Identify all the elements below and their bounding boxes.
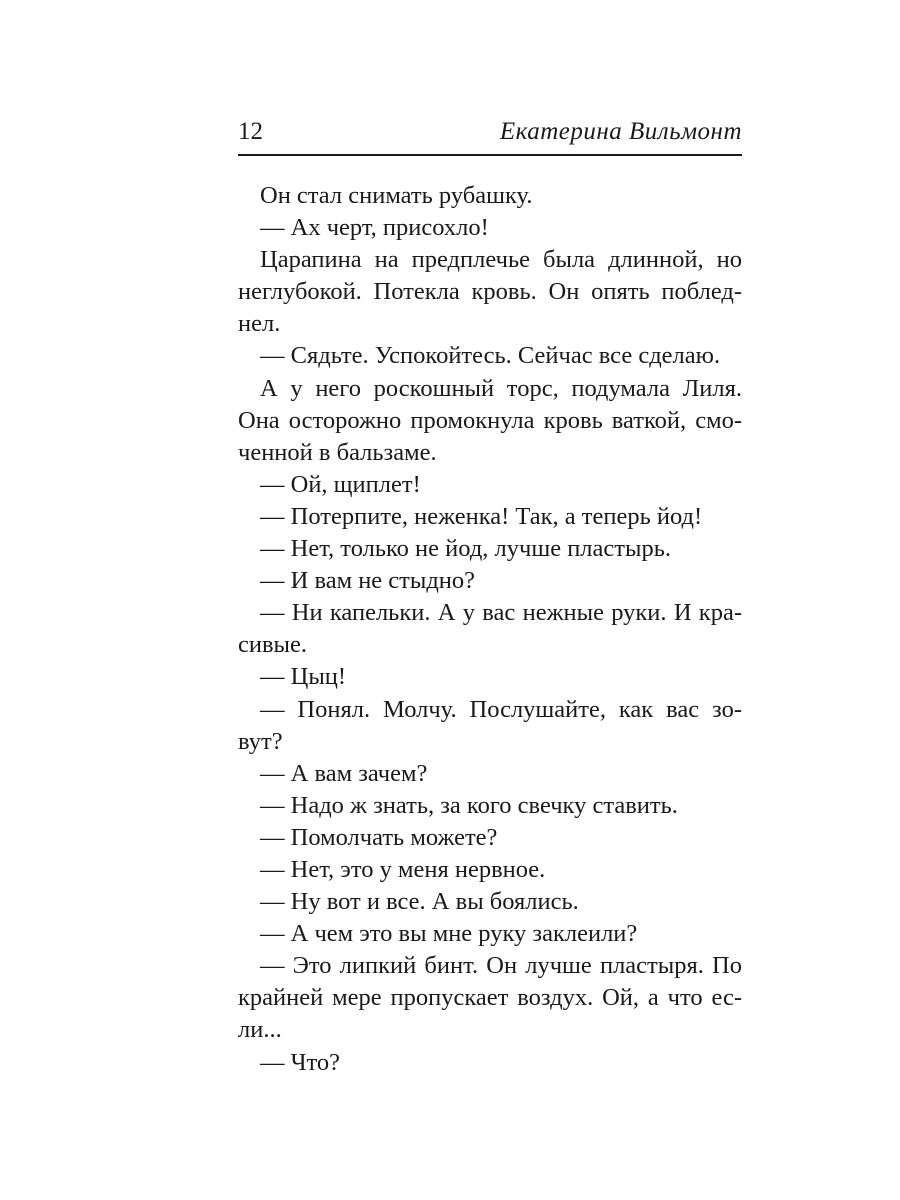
text-line: — Ни капельки. А у вас нежные руки. И кра- — [260, 599, 742, 627]
text-line: — Ах черт, присохло! — [260, 214, 489, 242]
text-line: Он стал снимать рубашку. — [260, 182, 533, 209]
page-body — [238, 180, 742, 1079]
text-line: сивые. — [238, 631, 308, 659]
text-line: вут? — [238, 727, 283, 755]
text-line: — Что? — [260, 1048, 341, 1076]
text-line: — Потерпите, неженка! Так, а теперь йод! — [260, 502, 703, 530]
text-line: — Нет, это у меня нервное. — [260, 855, 546, 883]
page-number: 12 — [238, 118, 263, 145]
text-line: крайней мере пропускает воздух. Ой, а что ес- — [238, 984, 742, 1012]
text-line: Она осторожно промокнула кровь ваткой, смо- — [238, 406, 742, 434]
text-line: ченной в бальзаме. — [238, 438, 437, 466]
text-line: — Нет, только не йод, лучше пластырь. — [260, 535, 671, 563]
header-rule — [238, 154, 742, 156]
text-line: — И вам не стыдно? — [260, 567, 476, 595]
text-line: — Помолчать можете? — [260, 823, 498, 851]
running-header — [238, 118, 742, 148]
text-line: — Надо ж знать, за кого свечку ставить. — [260, 791, 678, 819]
running-header-author: Екатерина Вильмонт — [499, 118, 742, 145]
text-line: — Это липкий бинт. Он лучше пластыря. По — [260, 952, 742, 980]
text-line: — А чем это вы мне руку заклеили? — [260, 920, 638, 948]
text-line: ли... — [238, 1016, 282, 1044]
text-line: неглубокой. Потекла кровь. Он опять поблед- — [238, 278, 742, 306]
text-line: — Цыц! — [260, 663, 347, 691]
text-line: — А вам зачем? — [260, 759, 428, 787]
text-line: — Ой, щиплет! — [260, 470, 421, 498]
text-line: А у него роскошный торс, подумала Лиля. — [260, 374, 742, 402]
text-line: — Сядьте. Успокойтесь. Сейчас все сделаю. — [260, 342, 721, 370]
text-line: — Понял. Молчу. Послушайте, как вас зо- — [260, 695, 742, 723]
text-line: Царапина на предплечье была длинной, но — [260, 246, 742, 274]
text-line: — Ну вот и все. А вы боялись. — [260, 888, 579, 916]
text-line: нел. — [238, 310, 281, 338]
